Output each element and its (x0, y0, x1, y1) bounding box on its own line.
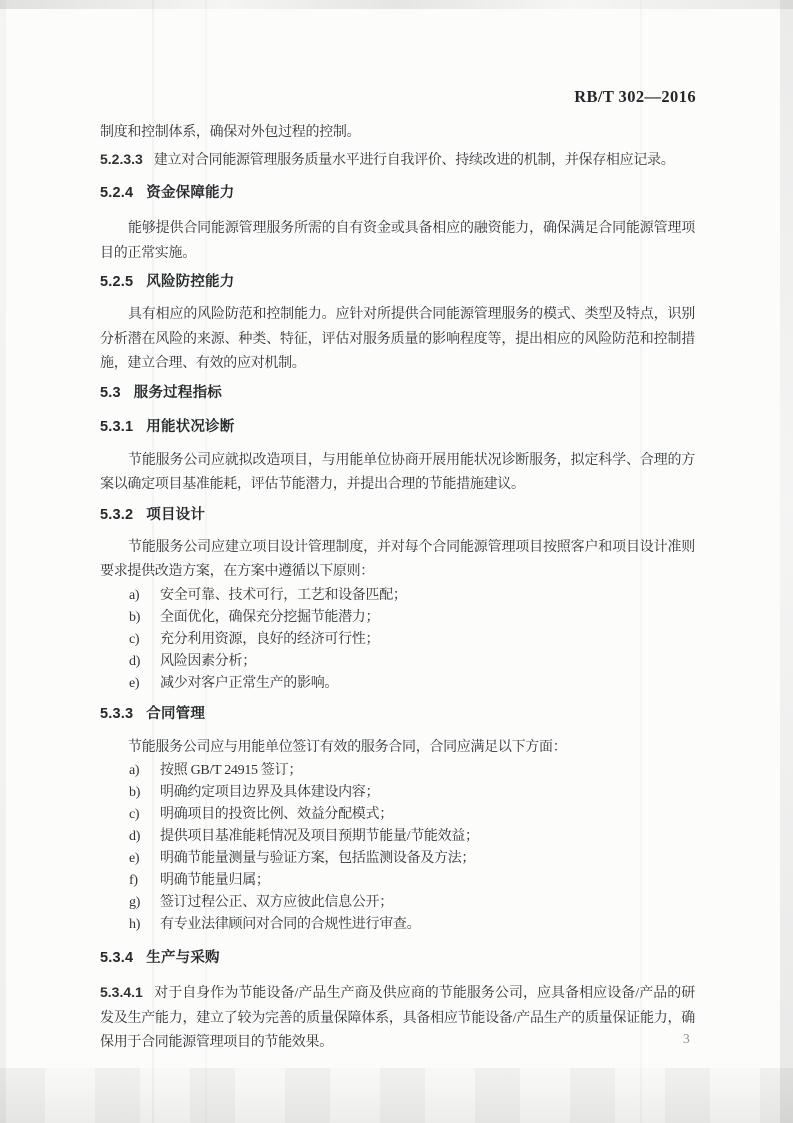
heading-title: 风险防控能力 (146, 274, 235, 290)
list-item-label: d) (129, 653, 141, 669)
list-item-text: 按照 GB/T 24915 签订； (160, 763, 303, 778)
list-item (100, 760, 695, 782)
heading-title: 生产与采购 (146, 950, 220, 966)
scan-edge-bottom-shading (0, 1068, 793, 1123)
list-item-label: e) (129, 851, 140, 866)
list-item-text: 风险因素分析； (160, 653, 256, 669)
list-item-label: b) (129, 609, 141, 625)
list-item-text: 有专业法律顾问对合同的合规性进行审查。 (160, 917, 421, 932)
paragraph-5-2-5: 具有相应的风险防范和控制能力。应针对所提供合同能源管理服务的模式、类型及特点，识别分析潜在风险的来源、种类、特征，评估对服务质量的影响程度等，提出相应的风险防范和控制措施，建立合理、有效的应对机制。 (100, 307, 695, 371)
list-item-text: 提供项目基准能耗情况及项目预期节能量/节能效益； (160, 829, 479, 844)
heading-5-2-4 (100, 182, 695, 204)
page-number: 3 (683, 1031, 690, 1046)
list-item (100, 914, 695, 936)
list-item-text: 签订过程公正、双方应彼此信息公开； (160, 895, 393, 910)
list-item-text: 明确节能量测量与验证方案，包括监测设备及方法； (160, 851, 476, 866)
list-item (100, 607, 695, 629)
clause-5-3-4-1 (100, 980, 695, 1056)
list-item-text: 明确节能量归属； (160, 873, 270, 888)
contract-requirements-list (100, 760, 695, 936)
clause-text: 建立对合同能源管理服务质量水平进行自我评价、持续改进的机制，并保存相应记录。 (153, 152, 675, 168)
list-item (100, 892, 695, 914)
scan-edge-top-shading (0, 0, 793, 9)
list-item-label: h) (129, 917, 141, 932)
heading-5-3-4 (100, 947, 695, 969)
list-item-label: d) (129, 829, 141, 844)
heading-number: 5.3 (100, 384, 121, 401)
design-principles-list (100, 585, 695, 695)
heading-number: 5.2.5 (100, 274, 134, 290)
paragraph-5-3-3: 节能服务公司应与用能单位签订有效的服务合同，合同应满足以下方面： (128, 739, 567, 755)
heading-title: 用能状况诊断 (146, 418, 235, 435)
list-item-text: 全面优化，确保充分挖掘节能潜力； (160, 609, 380, 625)
list-item (100, 848, 695, 870)
heading-5-3 (100, 382, 695, 404)
scan-edge-left-shading (0, 0, 6, 1123)
list-item (100, 826, 695, 848)
heading-number: 5.3.2 (100, 506, 134, 523)
list-item-label: g) (129, 895, 141, 910)
list-item-text: 明确项目的投资比例、效益分配模式； (160, 807, 393, 822)
list-item-label: c) (129, 807, 140, 822)
clause-5-2-3-3 (100, 147, 695, 174)
heading-5-2-5 (100, 271, 695, 293)
heading-number: 5.3.4 (100, 950, 134, 966)
list-item-text: 安全可靠、技术可行，工艺和设备匹配； (160, 587, 407, 603)
heading-title: 项目设计 (146, 506, 206, 523)
standard-code-header: RB/T 302—2016 (574, 87, 696, 106)
list-item-label: a) (129, 763, 140, 778)
heading-title: 资金保障能力 (146, 185, 235, 201)
clause-number: 5.2.3.3 (100, 150, 143, 167)
heading-title: 合同管理 (146, 705, 206, 722)
paragraph-5-3-2: 节能服务公司应建立项目设计管理制度，并对每个合同能源管理项目按照客户和项目设计准则要求提供改造方案，在方案中遵循以下原则： (100, 539, 695, 579)
heading-5-3-2 (100, 504, 695, 526)
list-item (100, 870, 695, 892)
list-item-label: a) (129, 587, 140, 603)
list-item-label: b) (129, 785, 141, 800)
scan-edge-right-shading (780, 0, 793, 1123)
list-item-label: f) (129, 873, 138, 888)
list-item-label: c) (129, 631, 140, 647)
list-item (100, 629, 695, 651)
heading-number: 5.2.4 (100, 185, 134, 201)
list-item-text: 减少对客户正常生产的影响。 (160, 675, 339, 691)
clause-text: 对于自身作为节能设备/产品生产商及供应商的节能服务公司，应具备相应设备/产品的研发及生产能力，建立了较为完善的质量保障体系，具备相应节能设备/产品生产的质量保证能力，确保用于合同能源管理项目的节能效果。 (100, 986, 695, 1050)
heading-5-3-3 (100, 703, 695, 725)
list-item-text: 充分利用资源，良好的经济可行性； (160, 631, 380, 647)
document-content (100, 121, 695, 1056)
list-item (100, 782, 695, 804)
paragraph-5-2-4: 能够提供合同能源管理服务所需的自有资金或具备相应的融资能力，确保满足合同能源管理项目的正常实施。 (100, 221, 695, 261)
heading-number: 5.3.3 (100, 705, 134, 722)
list-item-text: 明确约定项目边界及具体建设内容； (160, 785, 380, 800)
list-item-label: e) (129, 675, 140, 691)
list-item (100, 673, 695, 695)
paragraph-outsourcing-continuation: 制度和控制体系，确保对外包过程的控制。 (100, 125, 361, 140)
list-item (100, 804, 695, 826)
paragraph-5-3-1: 节能服务公司应就拟改造项目，与用能单位协商开展用能状况诊断服务，拟定科学、合理的方案以确定项目基准能耗，评估节能潜力，并提出合理的节能措施建议。 (100, 452, 695, 492)
list-item (100, 651, 695, 673)
list-item (100, 585, 695, 607)
clause-number: 5.3.4.1 (100, 984, 143, 1000)
heading-5-3-1 (100, 416, 695, 438)
heading-number: 5.3.1 (100, 418, 134, 435)
heading-title: 服务过程指标 (133, 384, 222, 401)
